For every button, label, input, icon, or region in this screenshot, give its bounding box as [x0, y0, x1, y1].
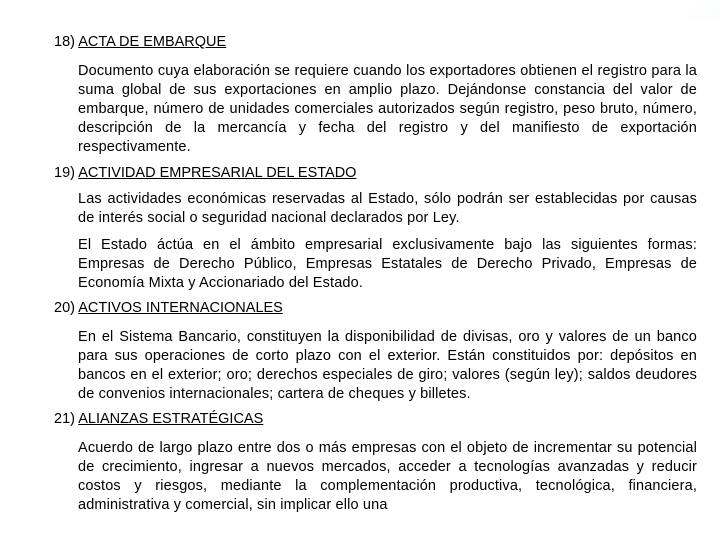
section-paragraph: Las actividades económicas reservadas al Estado, sólo podrán ser establecidas por causas de interés social o seguridad nacional declarados por Ley.	[78, 191, 697, 226]
section-term: ALIANZAS ESTRATÉGICAS	[78, 411, 264, 427]
section-heading-18	[54, 33, 697, 52]
section-term: ACTIVIDAD EMPRESARIAL DEL ESTADO	[78, 165, 357, 181]
section-heading-21	[54, 410, 697, 429]
section-paragraph: En el Sistema Bancario, constituyen la disponibilidad de divisas, oro y valores de un banco para sus operaciones de corto plazo con el exterior. Están constituidos por: depósitos en bancos en el exterior; oro; derechos especiales de giro; valores (según ley); saldos deudores de convenios internacionales; cartera de cheques y billetes.	[78, 329, 697, 402]
section-number: 18)	[54, 34, 75, 50]
section-term: ACTA DE EMBARQUE	[78, 34, 227, 50]
section-heading-20	[54, 299, 697, 318]
section-paragraph: Acuerdo de largo plazo entre dos o más empresas con el objeto de incrementar su potencial de crecimiento, ingresar a nuevos mercados, acceder a tecnologías avanzadas y reducir costos y riesgos, mediante la complementación productiva, tecnológica, financiera, administrativa y comercial, sin implicar ello una	[78, 440, 697, 513]
glossary-content	[54, 31, 697, 515]
section-paragraph: El Estado áctúa en el ámbito empresarial exclusivamente bajo las siguientes formas: Empresas de Derecho Público, Empresas Estatales de Derecho Privado, Empresas de Economía Mixta y Accionariado del Estado.	[78, 237, 697, 291]
section-heading-19	[54, 164, 697, 183]
section-number: 21)	[54, 411, 75, 427]
section-paragraph: Documento cuya elaboración se requiere cuando los exportadores obtienen el registro para la suma global de sus exportaciones en amplio plazo. Dejándonse constancia del valor de embarque, número de unidades comerciales autorizados según registro, peso bruto, número, descripción de la mercancía y fecha del registro y del manifiesto de exportación respectivamente.	[78, 63, 697, 155]
section-number: 20)	[54, 300, 75, 316]
section-term: ACTIVOS INTERNACIONALES	[78, 300, 283, 316]
section-number: 19)	[54, 165, 75, 181]
